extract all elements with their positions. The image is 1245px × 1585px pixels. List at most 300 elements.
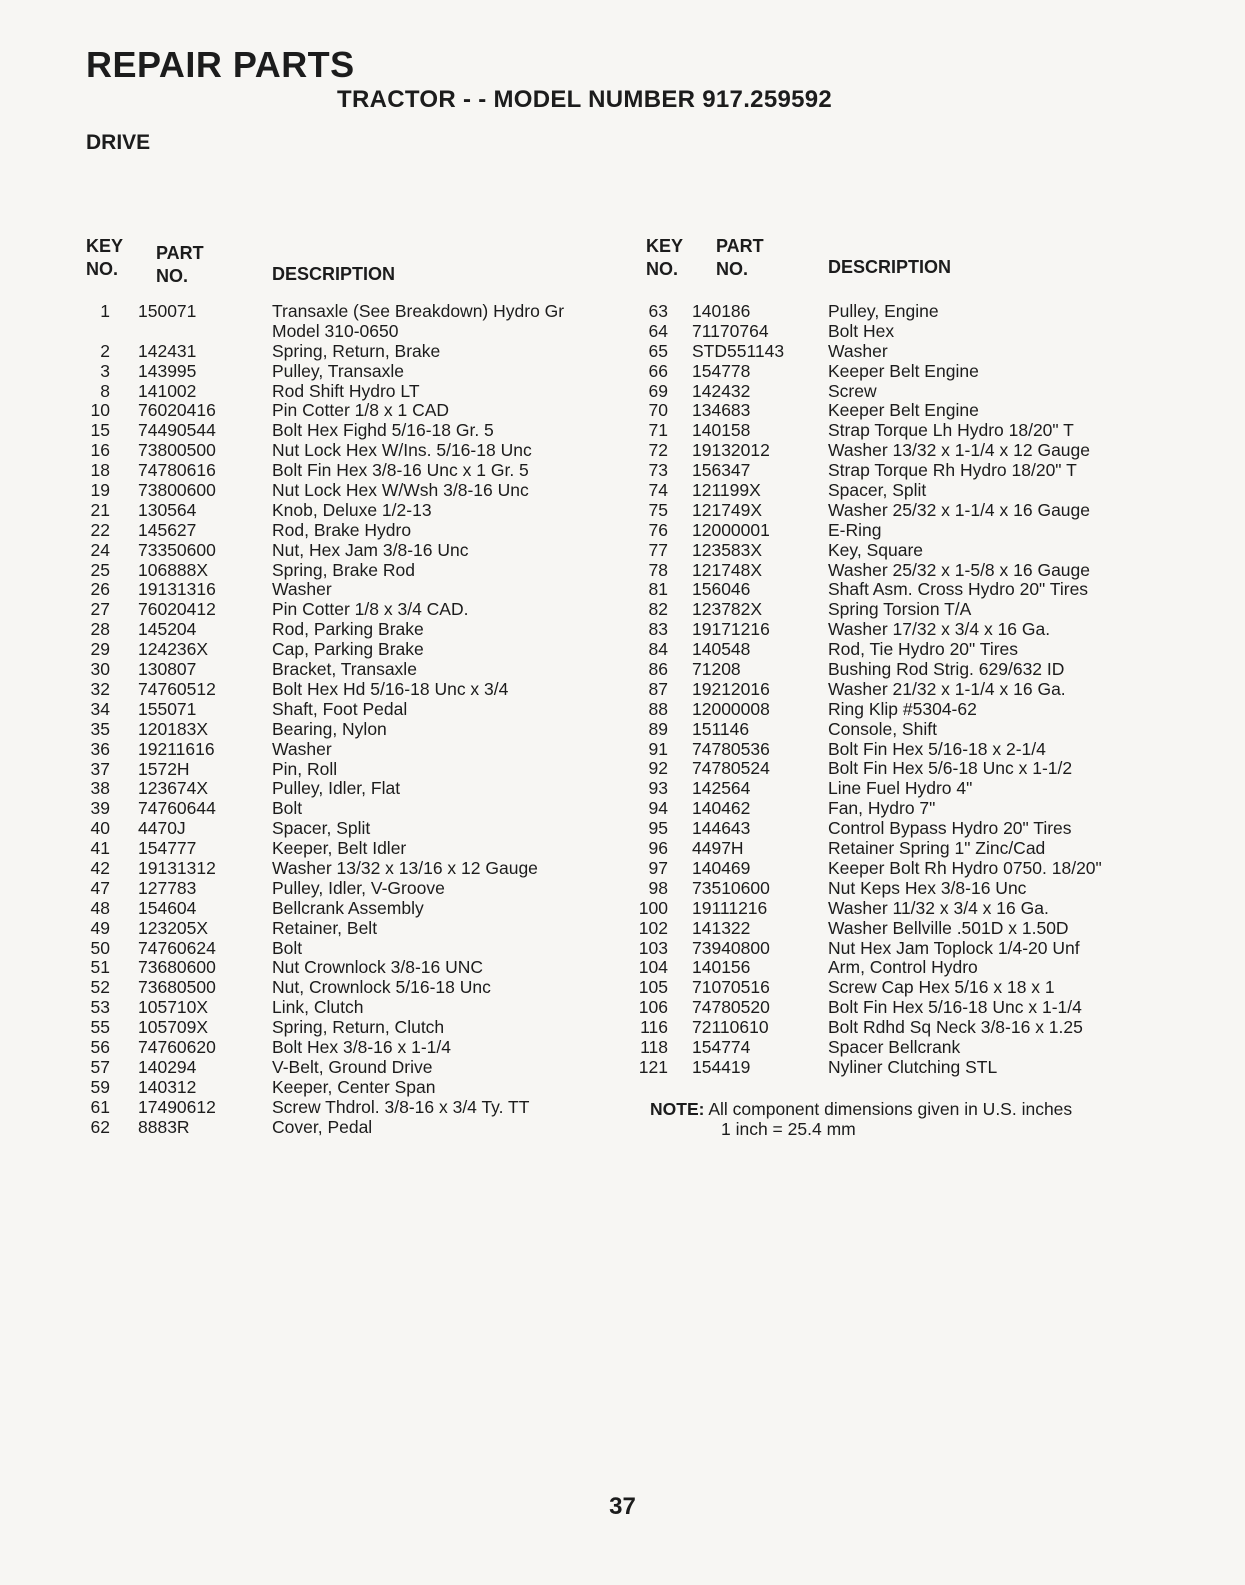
key-number: 36: [90, 738, 110, 759]
table-row: [86, 799, 626, 819]
part-description: Spring Torsion T/A: [828, 599, 972, 620]
table-row: [86, 481, 626, 501]
part-number: 121199X: [692, 480, 761, 501]
table-row: [640, 1017, 1166, 1038]
part-number: 105710X: [138, 997, 209, 1018]
key-header-line1: KEY: [86, 236, 124, 256]
part-number: 123674X: [138, 778, 209, 799]
key-number: 48: [90, 897, 110, 918]
part-number: 154778: [692, 360, 751, 381]
table-row: [86, 680, 626, 700]
key-number: 64: [648, 320, 668, 341]
part-number: 140469: [692, 857, 751, 878]
part-description: Fan, Hydro 7": [828, 798, 936, 819]
table-row: [646, 521, 1166, 541]
key-number: 81: [648, 579, 668, 600]
table-row: [86, 720, 626, 740]
part-description: Washer 25/32 x 1-5/8 x 16 Gauge: [828, 559, 1091, 580]
description-header: DESCRIPTION: [272, 264, 396, 284]
table-row: [646, 759, 1166, 779]
key-number: 70: [648, 400, 668, 421]
part-number: 8883R: [138, 1116, 190, 1137]
key-number: 21: [90, 499, 110, 520]
key-number: 27: [90, 599, 110, 620]
key-number: 71: [648, 420, 668, 441]
table-row: [86, 1018, 626, 1038]
part-number: 154604: [138, 897, 197, 918]
key-header-line1: KEY: [646, 236, 684, 256]
key-number: 74: [648, 480, 668, 501]
part-number: 134683: [692, 400, 751, 421]
key-number: 95: [648, 818, 668, 839]
part-number: 121748X: [692, 559, 763, 580]
key-number: 75: [648, 499, 668, 520]
part-number: 76020412: [138, 599, 216, 620]
part-number: 71070516: [692, 977, 770, 998]
part-description: Bolt Hex: [828, 320, 895, 341]
table-row: [86, 740, 626, 760]
table-row: [86, 779, 626, 799]
key-number: 102: [638, 917, 668, 938]
table-row: [86, 1118, 626, 1138]
key-number: 50: [90, 937, 110, 958]
key-number: 88: [648, 698, 668, 719]
table-row: [86, 461, 626, 481]
table-row: [646, 382, 1166, 402]
key-number: 83: [648, 619, 668, 640]
table-row: [646, 461, 1166, 481]
table-row: [86, 998, 626, 1018]
part-description: Retainer Spring 1" Zinc/Cad: [828, 838, 1046, 859]
note-line2: 1 inch = 25.4 mm: [721, 1119, 856, 1139]
table-row: [86, 660, 626, 680]
key-number: 55: [90, 1017, 110, 1038]
table-row: [646, 362, 1166, 382]
part-description: Keeper, Center Span: [272, 1076, 436, 1097]
key-number: 35: [90, 718, 110, 739]
table-row: [86, 1078, 626, 1098]
part-description: Pulley, Idler, V-Groove: [272, 877, 445, 898]
key-number: 103: [638, 937, 668, 958]
key-number: 84: [648, 639, 668, 660]
part-description: Spacer, Split: [828, 480, 927, 501]
key-number: 96: [648, 838, 668, 859]
part-number: 144643: [692, 818, 751, 839]
key-number: 53: [90, 997, 110, 1018]
part-description: Bolt: [272, 937, 303, 958]
table-row: [86, 939, 626, 959]
key-number: 65: [648, 340, 668, 361]
part-number: 73680500: [138, 977, 216, 998]
table-row: [86, 640, 626, 660]
table-row: [86, 401, 626, 421]
table-row: [86, 859, 626, 879]
table-row: [646, 779, 1166, 799]
table-row: [86, 879, 626, 899]
key-number: 98: [648, 877, 668, 898]
table-row: [86, 302, 626, 342]
part-number: 19131316: [138, 579, 216, 600]
part-description: Bracket, Transaxle: [272, 659, 417, 680]
part-description: Nut, Crownlock 5/16-18 Unc: [272, 977, 491, 998]
part-number: 76020416: [138, 400, 216, 421]
part-number: 12000001: [692, 519, 770, 540]
part-number: 155071: [138, 698, 197, 719]
part-number: 73350600: [138, 539, 216, 560]
key-number: 3: [100, 360, 110, 381]
part-description: Washer 17/32 x 3/4 x 16 Ga.: [828, 619, 1051, 640]
key-number: 15: [90, 420, 110, 441]
part-description: Washer 13/32 x 1-1/4 x 12 Gauge: [828, 440, 1091, 461]
part-description: Pulley, Transaxle: [272, 360, 404, 381]
table-row: [86, 521, 626, 541]
table-row: [86, 1098, 626, 1118]
key-number: 41: [90, 838, 110, 859]
part-header-line1: PART: [156, 243, 204, 263]
key-number: 32: [90, 678, 110, 699]
key-number: 72: [648, 440, 668, 461]
part-number: 74780616: [138, 460, 216, 481]
key-number: 57: [90, 1056, 110, 1077]
part-description: Washer 25/32 x 1-1/4 x 16 Gauge: [828, 499, 1091, 520]
key-header-line2: NO.: [86, 259, 119, 279]
part-number: 19212016: [692, 678, 770, 699]
part-description: Washer 13/32 x 13/16 x 12 Gauge: [272, 857, 538, 878]
part-number: 142431: [138, 340, 197, 361]
part-header-line1: PART: [716, 236, 764, 256]
key-number: 73: [648, 460, 668, 481]
table-row: [646, 580, 1166, 600]
part-number: 74760644: [138, 798, 216, 819]
part-number: 156347: [692, 460, 751, 481]
key-number: 42: [90, 857, 110, 878]
part-description: Knob, Deluxe 1/2-13: [272, 499, 432, 520]
part-number: 19211616: [138, 738, 215, 759]
part-description: Nut Hex Jam Toplock 1/4-20 Unf: [828, 937, 1080, 958]
part-description: Washer Bellville .501D x 1.50D: [828, 917, 1069, 938]
table-row: [86, 978, 626, 998]
part-description: Bolt Fin Hex 3/8-16 Unc x 1 Gr. 5: [272, 460, 529, 481]
description-header: DESCRIPTION: [828, 257, 952, 277]
model-title: TRACTOR - - MODEL NUMBER 917.259592: [337, 86, 833, 113]
table-row: [646, 322, 1166, 342]
table-row: [638, 917, 1166, 939]
part-number: 19171216: [692, 619, 770, 640]
part-number: 73940800: [692, 937, 770, 958]
part-number: 151146: [692, 718, 750, 739]
part-number: 123782X: [692, 599, 763, 620]
table-row: [646, 819, 1166, 839]
part-description: Rod, Brake Hydro: [272, 519, 412, 540]
part-description: Bolt Fin Hex 5/16-18 x 2-1/4: [828, 738, 1046, 759]
part-number: 130807: [138, 659, 197, 680]
table-row: [86, 561, 626, 581]
part-number: 130564: [138, 499, 197, 520]
part-description: Spacer, Split: [272, 818, 371, 839]
key-number: 118: [640, 1036, 668, 1057]
parts-table-right: [638, 236, 1166, 1078]
part-number: 73680600: [138, 957, 216, 978]
part-description: Rod, Parking Brake: [272, 619, 424, 640]
part-number: 121749X: [692, 499, 763, 520]
page-number: 37: [609, 1493, 636, 1520]
part-number: 123205X: [138, 917, 209, 938]
key-number: 78: [648, 559, 668, 580]
part-number: 12000008: [692, 698, 770, 719]
key-number: 37: [90, 758, 110, 779]
part-number: 19131312: [138, 857, 216, 878]
part-number: 17490612: [138, 1096, 216, 1117]
part-description: E-Ring: [828, 519, 882, 540]
key-number: 89: [648, 718, 668, 739]
table-row: [646, 342, 1166, 362]
part-number: 140462: [692, 798, 751, 819]
part-description: Nut Keps Hex 3/8-16 Unc: [828, 877, 1027, 898]
key-number: 1: [100, 301, 110, 321]
key-number: 94: [648, 798, 668, 819]
part-number: 145204: [138, 619, 197, 640]
page-title: REPAIR PARTS: [86, 44, 355, 85]
table-row: [86, 1038, 626, 1058]
part-description: Bolt: [272, 798, 303, 819]
key-number: 97: [648, 857, 668, 878]
part-description: Nut Crownlock 3/8-16 UNC: [272, 957, 484, 978]
parts-table-left: [86, 236, 626, 1137]
key-number: 47: [90, 877, 110, 898]
part-number: 150071: [138, 301, 197, 321]
key-number: 106: [638, 997, 668, 1018]
table-row: [86, 620, 626, 640]
table-row: [646, 799, 1166, 819]
key-number: 116: [640, 1017, 668, 1038]
part-description: Line Fuel Hydro 4": [828, 778, 973, 799]
part-description: Bolt Hex Fighd 5/16-18 Gr. 5: [272, 420, 494, 441]
table-row: [86, 580, 626, 600]
key-number: 34: [90, 698, 110, 719]
part-description: Link, Clutch: [272, 997, 364, 1018]
table-row: [646, 302, 1166, 322]
table-row: [646, 441, 1166, 461]
table-row: [86, 819, 626, 839]
part-number: 72110610: [692, 1017, 769, 1038]
key-number: 38: [90, 778, 110, 799]
part-number: 141322: [692, 917, 751, 938]
table-row: [640, 1036, 1166, 1058]
part-description: Rod, Tie Hydro 20" Tires: [828, 639, 1019, 660]
key-number: 86: [648, 659, 668, 680]
table-row: [646, 700, 1166, 720]
table-row: [86, 421, 626, 441]
part-description: Washer 11/32 x 3/4 x 16 Ga.: [828, 897, 1049, 918]
part-description: Keeper Belt Engine: [828, 360, 979, 381]
part-description: Shaft Asm. Cross Hydro 20" Tires: [828, 579, 1089, 600]
part-description: Spacer Bellcrank: [828, 1036, 961, 1057]
table-row: [646, 620, 1166, 640]
key-number: 59: [90, 1076, 110, 1097]
part-description: Nut Lock Hex W/Wsh 3/8-16 Unc: [272, 480, 529, 501]
key-number: 91: [648, 738, 668, 759]
key-number: 82: [648, 599, 668, 620]
table-row: [646, 401, 1166, 421]
key-number: 76: [648, 519, 668, 540]
part-number: 123583X: [692, 539, 763, 560]
key-number: 66: [648, 360, 668, 381]
table-row: [646, 541, 1166, 561]
table-row: [638, 937, 1166, 959]
part-number: 140158: [692, 420, 751, 441]
key-number: 121: [638, 1056, 668, 1077]
key-number: 8: [100, 380, 110, 401]
table-header: [646, 236, 1166, 302]
key-number: 28: [90, 619, 110, 640]
part-description: Screw: [828, 380, 877, 401]
part-description: Pulley, Idler, Flat: [272, 778, 401, 799]
part-description: Washer: [828, 340, 888, 361]
part-description: Retainer, Belt: [272, 917, 378, 938]
part-number: 145627: [138, 519, 197, 540]
table-row: [86, 958, 626, 978]
part-description: Pin Cotter 1/8 x 3/4 CAD.: [272, 599, 469, 620]
part-number: 1572H: [138, 758, 190, 779]
table-row: [86, 899, 626, 919]
part-number: 74760620: [138, 1036, 216, 1057]
key-number: 52: [90, 977, 110, 998]
key-number: 63: [648, 301, 668, 321]
part-number: 19132012: [692, 440, 770, 461]
part-description: Bushing Rod Strig. 629/632 ID: [828, 659, 1065, 680]
note-label: NOTE:: [650, 1099, 705, 1119]
part-description: Pulley, Engine: [828, 301, 939, 321]
part-description: Key, Square: [828, 539, 924, 560]
part-number: 154774: [692, 1036, 751, 1057]
table-row: [638, 957, 1166, 978]
table-row: [646, 839, 1166, 859]
part-description: Bolt Hex 3/8-16 x 1-1/4: [272, 1036, 451, 1057]
table-header: [86, 236, 626, 302]
table-row: [646, 660, 1166, 680]
table-row: [646, 421, 1166, 441]
part-number: 71208: [692, 659, 741, 680]
part-number: 154419: [692, 1056, 751, 1077]
table-row: [86, 501, 626, 521]
part-description: Spring, Return, Brake: [272, 340, 441, 361]
part-number: 71170764: [692, 320, 769, 341]
part-number: 154777: [138, 838, 197, 859]
key-number: 39: [90, 798, 110, 819]
table-row: [638, 897, 1166, 919]
table-row: [646, 600, 1166, 620]
part-description: Cover, Pedal: [272, 1116, 373, 1137]
key-number: 69: [648, 380, 668, 401]
part-description: Keeper, Belt Idler: [272, 838, 407, 859]
part-number: 74760624: [138, 937, 216, 958]
key-number: 104: [638, 957, 668, 978]
table-row: [646, 859, 1166, 879]
part-description: Console, Shift: [828, 718, 937, 739]
part-number: 4470J: [138, 818, 186, 839]
table-row: [86, 760, 626, 780]
part-number: 74780536: [692, 738, 770, 759]
table-row: [646, 561, 1166, 581]
part-description: Pin, Roll: [272, 758, 338, 779]
table-row: [86, 839, 626, 859]
part-description: Bellcrank Assembly: [272, 897, 424, 918]
part-number: 74490544: [138, 420, 216, 441]
section-title: DRIVE: [86, 131, 151, 154]
part-number: 127783: [138, 877, 197, 898]
table-row: [638, 977, 1166, 998]
key-number: 29: [90, 639, 110, 660]
part-number: 140294: [138, 1056, 197, 1077]
note-line1: All component dimensions given in U.S. inches: [708, 1099, 1073, 1119]
part-description: Keeper Belt Engine: [828, 400, 979, 421]
key-number: 40: [90, 818, 110, 839]
key-number: 92: [648, 758, 668, 779]
part-description: Strap Torque Rh Hydro 18/20" T: [828, 460, 1077, 481]
key-number: 56: [90, 1036, 110, 1057]
part-description: Bolt Hex Hd 5/16-18 Unc x 3/4: [272, 678, 509, 699]
part-number: 156046: [692, 579, 751, 600]
part-number: 143995: [138, 360, 197, 381]
part-description: Cap, Parking Brake: [272, 639, 424, 660]
part-number: 124236X: [138, 639, 209, 660]
dimension-note: [650, 1099, 1072, 1139]
part-description: Rod Shift Hydro LT: [272, 380, 420, 401]
part-header-line2: NO.: [716, 259, 749, 279]
table-row: [86, 382, 626, 402]
part-description: Spring, Return, Clutch: [272, 1017, 445, 1038]
part-number: 120183X: [138, 718, 209, 739]
part-number: 142564: [692, 778, 751, 799]
part-description: Nut Lock Hex W/Ins. 5/16-18 Unc: [272, 440, 532, 461]
part-description: Bolt Fin Hex 5/6-18 Unc x 1-1/2: [828, 758, 1073, 779]
part-number: 140186: [692, 301, 751, 321]
part-description: Bearing, Nylon: [272, 718, 387, 739]
part-description: Bolt Fin Hex 5/16-18 Unc x 1-1/4: [828, 997, 1082, 1018]
key-number: 105: [638, 977, 668, 998]
key-number: 19: [90, 480, 110, 501]
part-description: Spring, Brake Rod: [272, 559, 415, 580]
part-description: Nut, Hex Jam 3/8-16 Unc: [272, 539, 469, 560]
table-row: [646, 740, 1166, 760]
parts-list: [638, 301, 1166, 1078]
part-description: Transaxle (See Breakdown) Hydro Gr Model 310-0650: [272, 301, 565, 341]
key-number: 25: [90, 559, 110, 580]
key-number: 51: [90, 957, 110, 978]
part-description: V-Belt, Ground Drive: [272, 1056, 433, 1077]
key-number: 26: [90, 579, 110, 600]
parts-list: [86, 302, 626, 1137]
table-row: [86, 1058, 626, 1078]
key-number: 61: [90, 1096, 110, 1117]
part-number: 105709X: [138, 1017, 209, 1038]
part-number: 19111216: [692, 897, 768, 918]
table-row: [86, 441, 626, 461]
table-row: [646, 720, 1166, 740]
part-description: Ring Klip #5304-62: [828, 698, 977, 719]
part-description: Keeper Bolt Rh Hydro 0750. 18/20": [828, 857, 1102, 878]
part-description: Washer 21/32 x 1-1/4 x 16 Ga.: [828, 678, 1066, 699]
part-number: 73800500: [138, 440, 216, 461]
part-number: 140548: [692, 639, 751, 660]
table-row: [86, 919, 626, 939]
part-number: 4497H: [692, 838, 744, 859]
table-row: [86, 342, 626, 362]
key-number: 77: [648, 539, 668, 560]
part-description: Pin Cotter 1/8 x 1 CAD: [272, 400, 450, 421]
key-header-line2: NO.: [646, 259, 679, 279]
part-description: Screw Thdrol. 3/8-16 x 3/4 Ty. TT: [272, 1096, 530, 1117]
